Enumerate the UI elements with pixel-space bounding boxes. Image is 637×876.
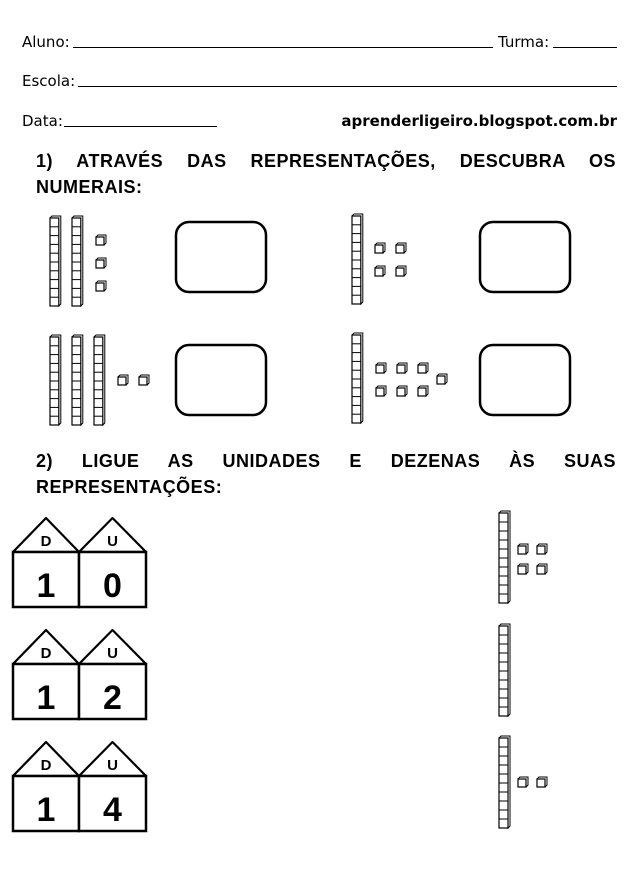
units-digit: 0 (103, 567, 122, 605)
place-value-house-2 (13, 630, 146, 719)
site-url: aprenderligeiro.blogspot.com.br (341, 112, 617, 130)
problem1-cube-1 (96, 235, 106, 245)
answer-box-2[interactable] (480, 222, 570, 292)
problem2-cube-2 (396, 243, 406, 253)
problem4-cube-7 (437, 374, 447, 384)
problem3-rod-1 (50, 335, 61, 425)
tens-label: D (40, 757, 52, 774)
problem4-cube-3 (418, 363, 428, 373)
problem1-cube-3 (96, 281, 106, 291)
escola-label: Escola: (22, 72, 76, 90)
problem4-cube-6 (418, 386, 428, 396)
tens-digit: 1 (36, 791, 56, 829)
problem4-cube-1 (376, 363, 386, 373)
section1-heading: 1) ATRAVÉS DAS REPRESENTAÇÕES, DESCUBRA OS NUMERAIS: (36, 151, 616, 197)
units-digit: 2 (103, 679, 122, 717)
tens-label: D (40, 533, 52, 550)
problem2-cube-1 (375, 243, 385, 253)
turma-label: Turma: (498, 33, 550, 51)
rep1-cube-2 (537, 544, 547, 554)
units-label: U (107, 533, 118, 550)
rep2-rod-1 (499, 624, 510, 716)
rep1-cube-3 (518, 564, 528, 574)
rep3-cube-1 (518, 777, 528, 787)
problem1-rod-1 (50, 216, 61, 306)
rep1-rod-1 (499, 511, 510, 603)
place-value-house-3 (13, 742, 146, 831)
answer-box-3[interactable] (176, 345, 266, 415)
problem4-cube-5 (397, 386, 407, 396)
problem3-rod-2 (72, 335, 83, 425)
tens-digit: 1 (36, 679, 56, 717)
problem3-cube-1 (118, 375, 128, 385)
rep1-cube-4 (537, 564, 547, 574)
place-value-house-1 (13, 518, 146, 607)
rep3-rod-1 (499, 736, 510, 828)
units-label: U (107, 757, 118, 774)
units-digit: 4 (103, 791, 122, 829)
answer-box-1[interactable] (176, 222, 266, 292)
problem3-cube-2 (139, 375, 149, 385)
problem4-cube-4 (376, 386, 386, 396)
problem4-rod-1 (352, 333, 363, 423)
problem3-rod-3 (94, 335, 105, 425)
problem1-rod-2 (72, 216, 83, 306)
data-label: Data: (22, 112, 63, 130)
aluno-label: Aluno: (22, 33, 70, 51)
problem2-cube-3 (375, 266, 385, 276)
problem2-cube-4 (396, 266, 406, 276)
rep3-cube-2 (537, 777, 547, 787)
tens-label: D (40, 645, 52, 662)
problem2-rod-1 (352, 214, 363, 304)
problem4-cube-2 (397, 363, 407, 373)
problem1-cube-2 (96, 258, 106, 268)
answer-box-4[interactable] (480, 345, 570, 415)
rep1-cube-1 (518, 544, 528, 554)
section2-heading: 2) LIGUE AS UNIDADES E DEZENAS ÀS SUAS REPRESENTAÇÕES: (36, 451, 616, 497)
units-label: U (107, 645, 118, 662)
tens-digit: 1 (36, 567, 56, 605)
